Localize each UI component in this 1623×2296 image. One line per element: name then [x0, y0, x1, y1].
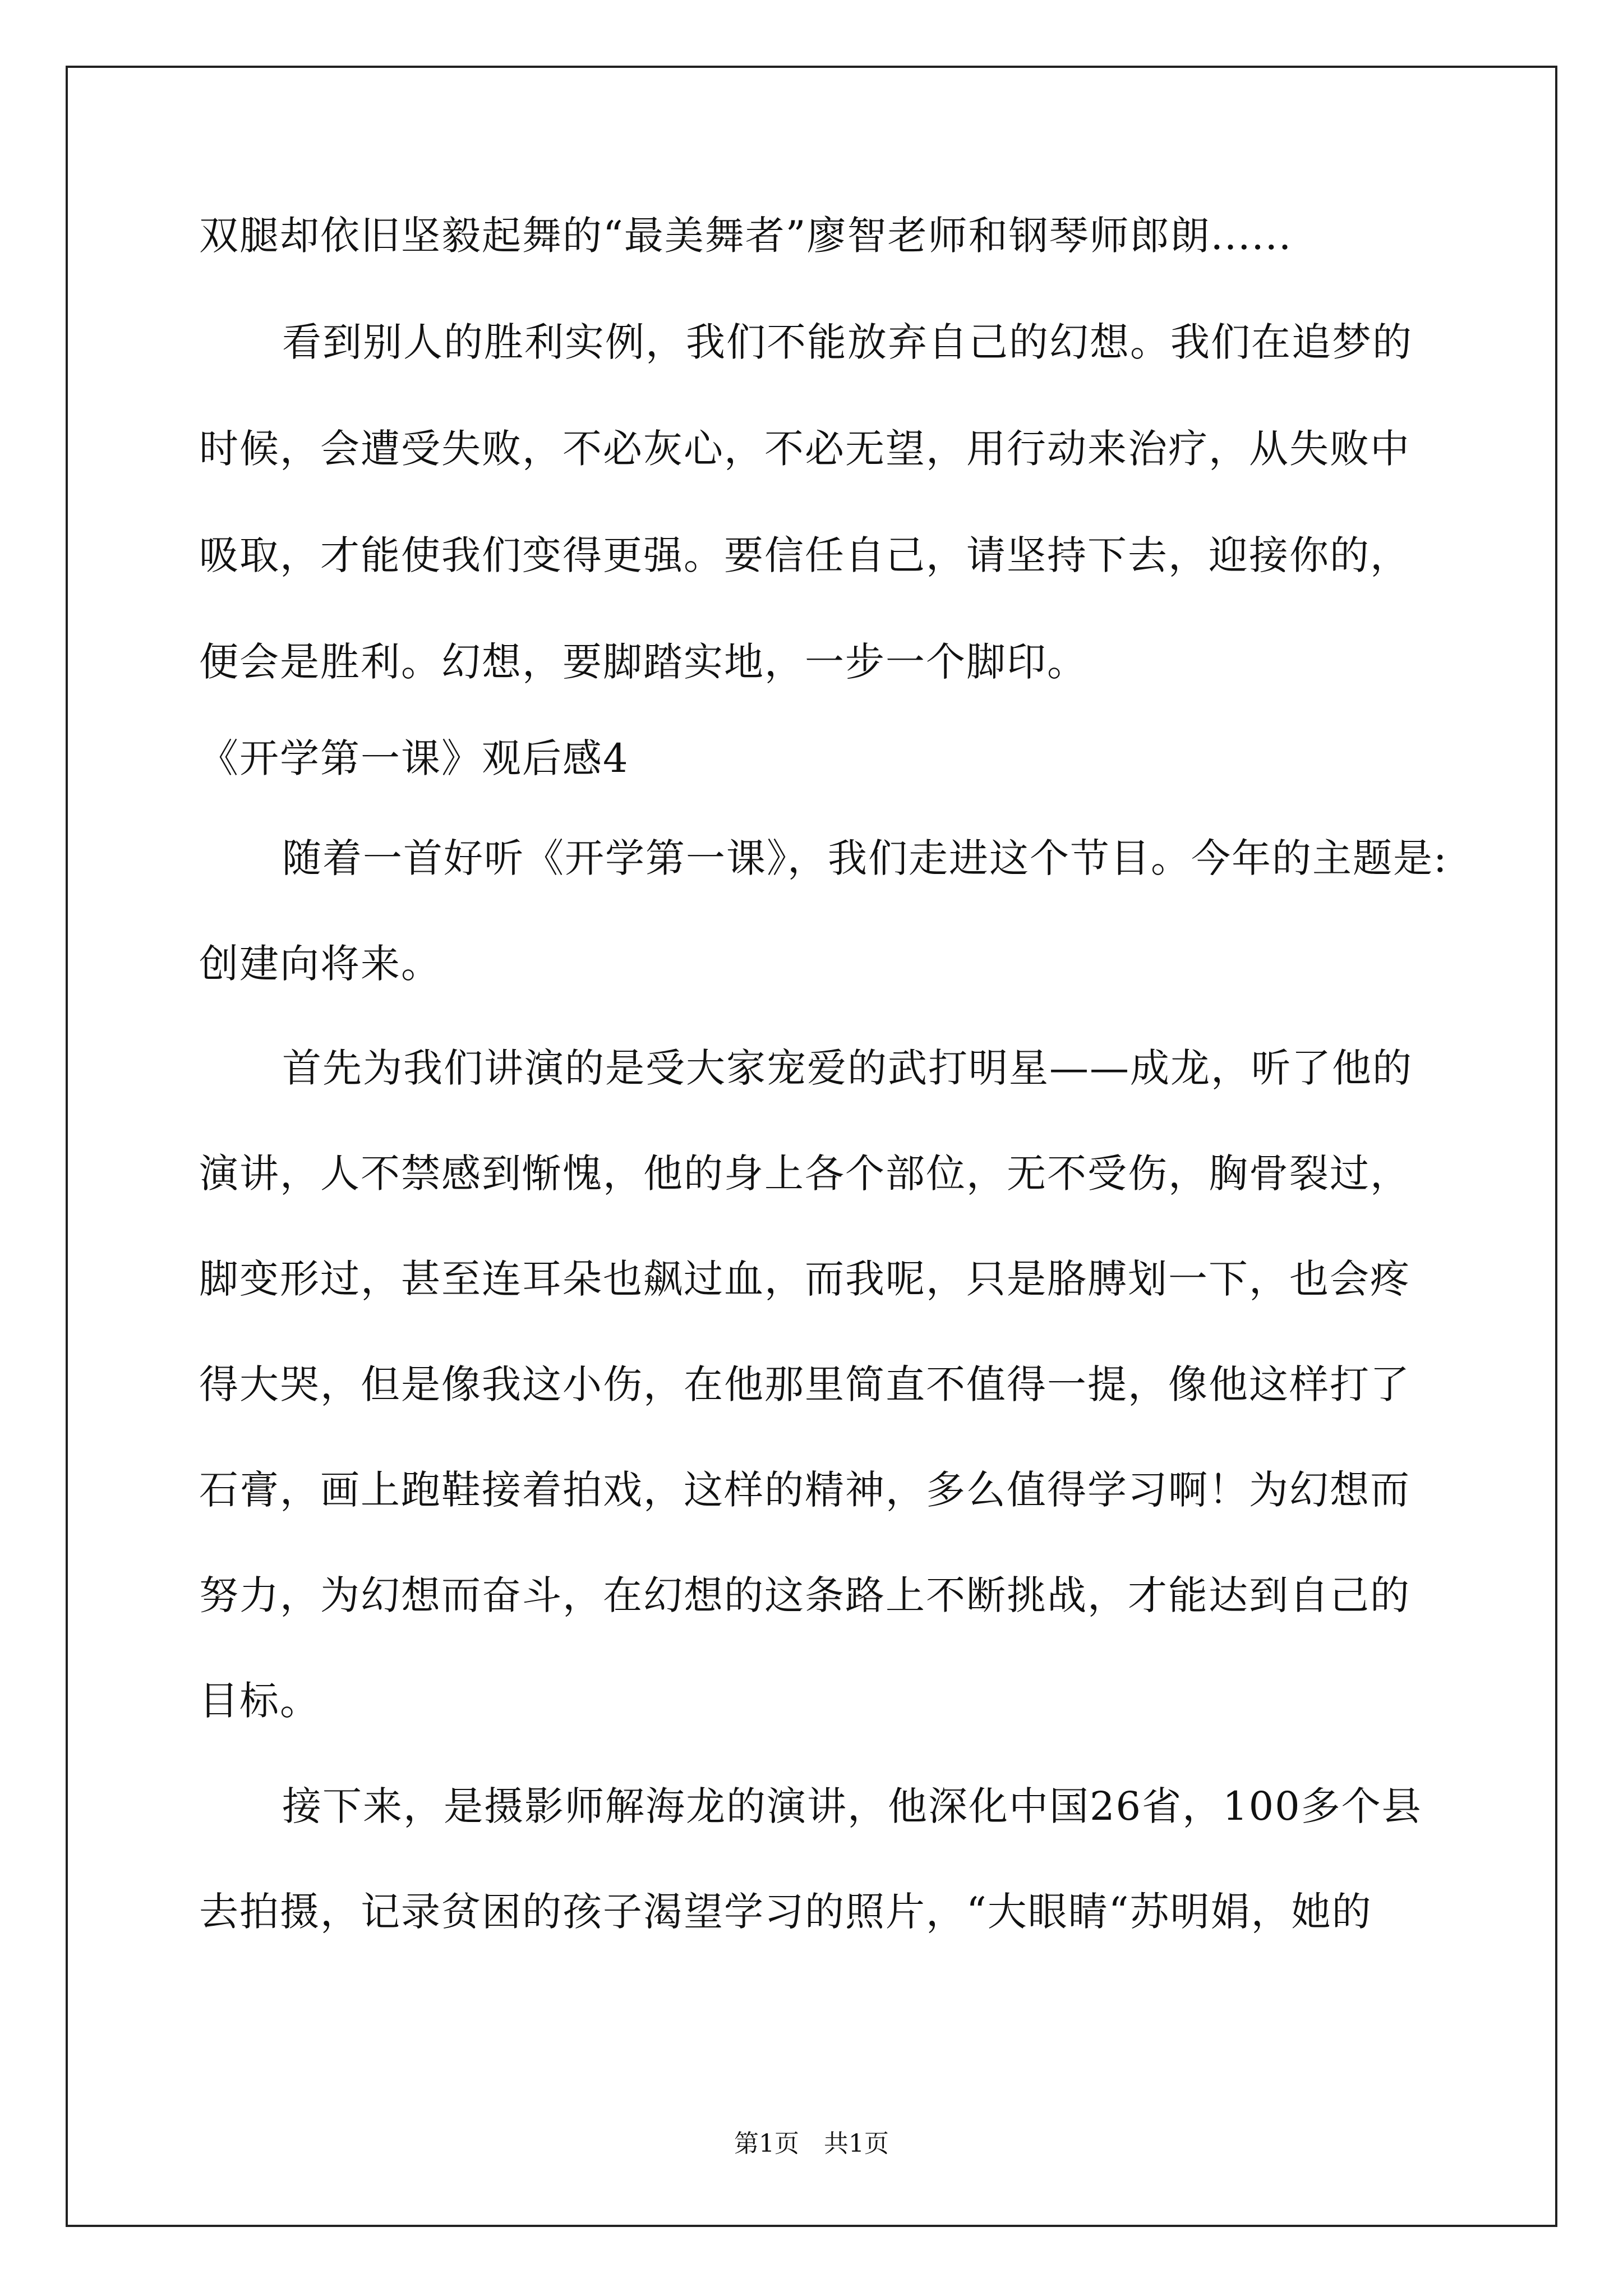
section-heading: 《开学第一课》观后感4: [199, 735, 629, 781]
text-line: 演讲，人不禁感到惭愧，他的身上各个部位，无不受伤，胸骨裂过，: [199, 1151, 1410, 1197]
text-line: 石膏，画上跑鞋接着拍戏，这样的精神，多么值得学习啊！为幻想而: [199, 1467, 1410, 1513]
paragraph-start-line: 看到别人的胜利实例，我们不能放弃自己的幻想。我们在追梦的: [282, 319, 1413, 365]
text-line: 脚变形过，甚至连耳朵也飙过血，而我呢，只是胳膊划一下，也会疼: [199, 1256, 1410, 1302]
text-line: 去拍摄，记录贫困的孩子渴望学习的照片，“大眼睛“苏明娟，她的: [199, 1889, 1372, 1935]
page-footer: 第1页 共1页: [734, 2129, 889, 2158]
text-line: 时候，会遭受失败，不必灰心，不必无望，用行动来治疗，从失败中: [199, 426, 1410, 472]
text-line: 得大哭，但是像我这小伤，在他那里简直不值得一提，像他这样打了: [199, 1361, 1410, 1407]
text-line: 目标。: [199, 1678, 320, 1724]
text-line: 努力，为幻想而奋斗，在幻想的这条路上不断挑战，才能达到自己的: [199, 1572, 1410, 1618]
paragraph-start-line: 随着一首好听《开学第一课》，我们走进这个节目。今年的主题是:: [282, 835, 1448, 881]
text-line: 双腿却依旧坚毅起舞的“最美舞者”廖智老师和钢琴师郎朗......: [199, 213, 1293, 259]
text-line: 创建向将来。: [199, 941, 441, 987]
text-line: 便会是胜利。幻想，要脚踏实地，一步一个脚印。: [199, 639, 1087, 685]
paragraph-start-line: 接下来，是摄影师解海龙的演讲，他深化中国26省，100多个县: [282, 1783, 1422, 1829]
text-line: 吸取，才能使我们变得更强。要信任自己，请坚持下去，迎接你的，: [199, 532, 1410, 578]
paragraph-start-line: 首先为我们讲演的是受大家宠爱的武打明星——成龙，听了他的: [282, 1045, 1413, 1091]
